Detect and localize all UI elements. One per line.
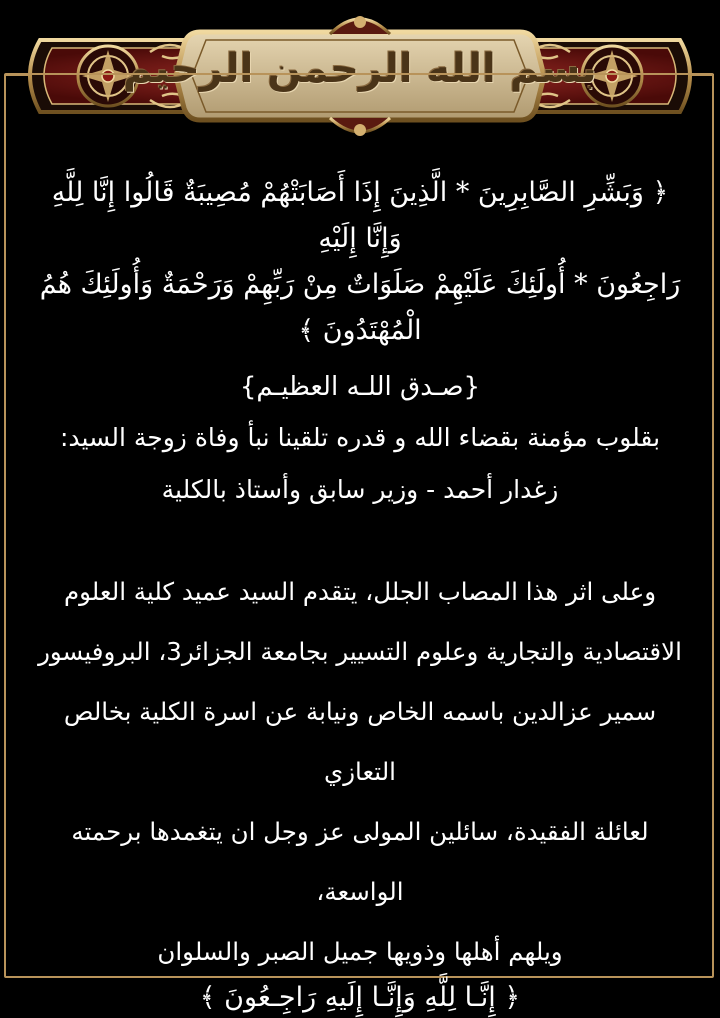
sadaq-allah-phrase: {صـدق اللـه العظيـم} — [239, 372, 481, 402]
paragraph-line: وعلى اثر هذا المصاب الجلل، يتقدم السيد عميد كلية العلوم — [63, 577, 657, 606]
verse-line: رَاجِعُونَ * أُولَئِكَ عَلَيْهِمْ صَلَوَاتٌ مِنْ رَبِّهِمْ وَرَحْمَةٌ وَأُولَئِكَ هُمُ — [39, 269, 681, 300]
basmala-calligraphy: بسم الله الرحمن الرحيم — [123, 46, 597, 92]
announcement-line: زغدار أحمد - وزير سابق وأستاذ بالكلية — [161, 475, 559, 504]
announcement-line: بقلوب مؤمنة بقضاء الله و قدره تلقينا نبأ وفاة زوجة السيد: — [59, 423, 661, 452]
paragraph-line: لعائلة الفقيدة، سائلين المولى عز وجل ان يتغمدها برحمته الواسعة، — [71, 817, 649, 906]
paragraph-line: سمير عزالدين باسمه الخاص ونيابة عن اسرة الكلية بخالص التعازي — [63, 697, 657, 786]
spacer — [30, 516, 690, 562]
paragraph-line: الاقتصادية والتجارية وعلوم التسيير بجامعة الجزائر3، البروفيسور — [38, 637, 682, 666]
message-body — [30, 170, 690, 1018]
condolence-paragraph — [30, 562, 690, 982]
death-announcement — [30, 412, 690, 516]
verse-line: الْمُهْتَدُونَ ﴾ — [298, 315, 422, 346]
closing-verse: ﴿ إِنَّـا لِلَّهِ وَإِنَّـا إِلَيهِ رَاجِـعُونَ ﴾ — [199, 982, 521, 1013]
ornamental-header — [0, 0, 720, 150]
paragraph-line: ويلهم أهلها وذويها جميل الصبر والسلوان — [157, 937, 563, 966]
quran-verse — [30, 170, 690, 354]
verse-line: ﴿ وَبَشِّرِ الصَّابِرِينَ * الَّذِينَ إِذَا أَصَابَتْهُمْ مُصِيبَةٌ قَالُوا إِنَّا لِلَّهِ وَإِنَّا إِلَيْهِ — [51, 177, 669, 254]
